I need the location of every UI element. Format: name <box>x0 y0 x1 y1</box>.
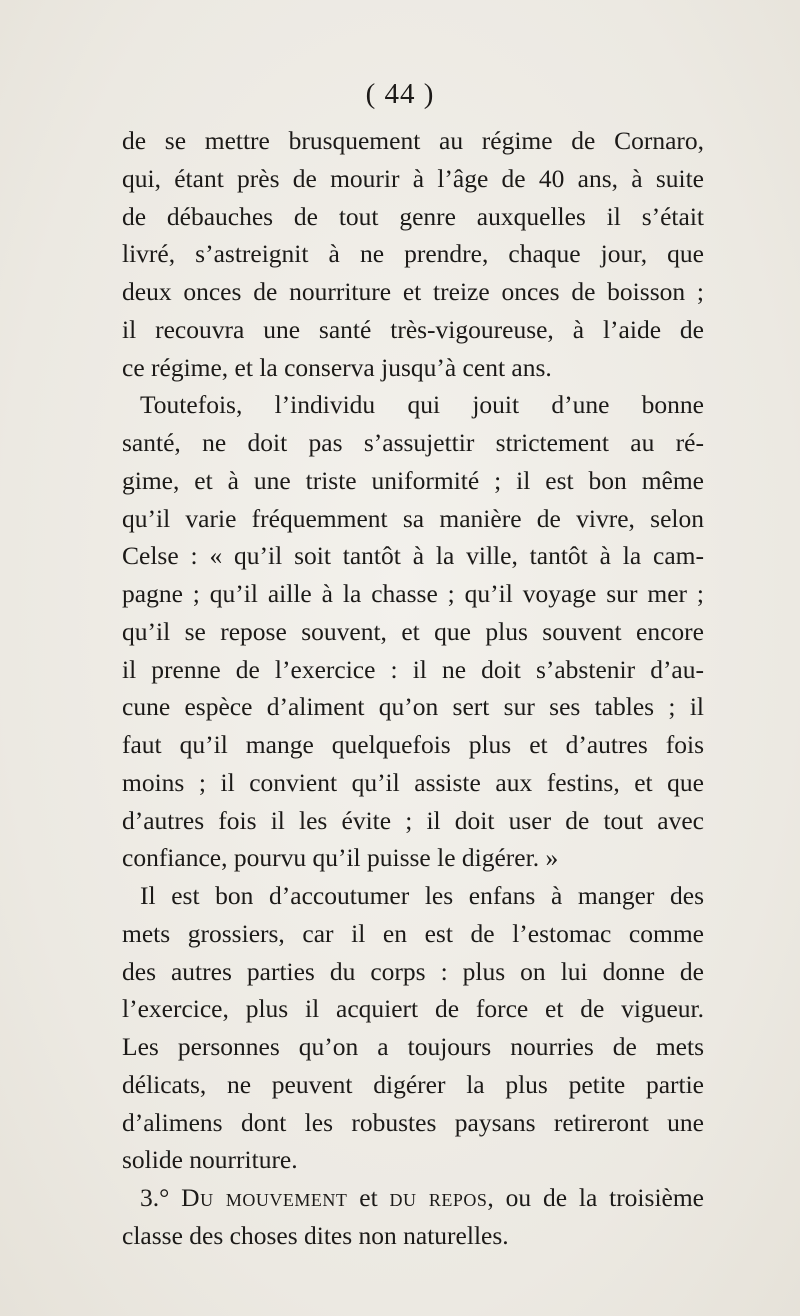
text-line: Il est bon d’accoutumer les enfans à manger des <box>140 881 704 910</box>
section-heading-line <box>122 1179 704 1217</box>
text-line: classe des choses dites non naturelles. <box>122 1220 509 1250</box>
text-line: confiance, pourvu qu’il puisse le digérer. » <box>122 843 559 873</box>
text-line: il recouvra une santé très-vigoureuse, à l’aide de <box>122 314 704 344</box>
text-line: de débauches de tout genre auxquelles il s’était <box>122 201 704 231</box>
text-line: qu’il se repose souvent, et que plus souvent encore <box>122 616 704 646</box>
text-line: santé, ne doit pas s’assujettir strictement au ré- <box>122 428 704 457</box>
text-line: de se mettre brusquement au régime de Cornaro, <box>122 126 704 155</box>
section-number: 3.° <box>140 1183 170 1212</box>
text-line: l’exercice, plus il acquiert de force et de vigueur. <box>122 994 704 1024</box>
text-line: livré, s’astreignit à ne prendre, chaque jour, que <box>122 239 704 269</box>
text-line: délicats, ne peuvent digérer la plus petite partie <box>122 1069 704 1099</box>
text-line: faut qu’il mange quelquefois plus et d’autres fois <box>122 730 704 759</box>
text-line: d’autres fois il les évite ; il doit user de tout avec <box>122 805 704 835</box>
text-line: gime, et à une triste uniformité ; il est bon même <box>122 465 704 495</box>
text-line: il prenne de l’exercice : il ne doit s’abstenir d’au- <box>122 654 704 684</box>
text-line: mets grossiers, car il en est de l’estomac comme <box>122 918 704 948</box>
text-line: moins ; il convient qu’il assiste aux festins, et que <box>122 767 704 797</box>
text-line: Toutefois, l’individu qui jouit d’une bonne <box>140 390 704 420</box>
section-title-conjunction: et <box>359 1183 378 1212</box>
text-line: qui, étant près de mourir à l’âge de 40 ans, à suite <box>122 163 704 193</box>
text-line: ce régime, et la conserva jusqu’à cent ans. <box>122 352 552 382</box>
text-line: des autres parties du corps : plus on lui donne de <box>122 956 704 986</box>
text-line: deux onces de nourriture et treize onces de boisson ; <box>122 277 704 306</box>
body-text <box>122 122 704 1255</box>
section-title-part: du repos <box>389 1183 488 1212</box>
text-line: pagne ; qu’il aille à la chasse ; qu’il voyage sur mer ; <box>122 579 704 608</box>
text-line: qu’il varie fréquemment sa manière de vivre, selon <box>122 503 704 533</box>
text-line: cune espèce d’aliment qu’on sert sur ses tables ; il <box>122 692 704 722</box>
section-title-part: Du mouvement <box>181 1183 348 1212</box>
text-line: solide nourriture. <box>122 1145 298 1175</box>
text-line: d’alimens dont les robustes paysans retireront une <box>122 1107 704 1137</box>
text-line: Les personnes qu’on a toujours nourries de mets <box>122 1032 704 1061</box>
page-number: ( 44 ) <box>365 78 435 110</box>
section-title-rest: , ou de la troisième <box>487 1183 704 1212</box>
text-line: Celse : « qu’il soit tantôt à la ville, tantôt à la cam- <box>122 541 704 571</box>
